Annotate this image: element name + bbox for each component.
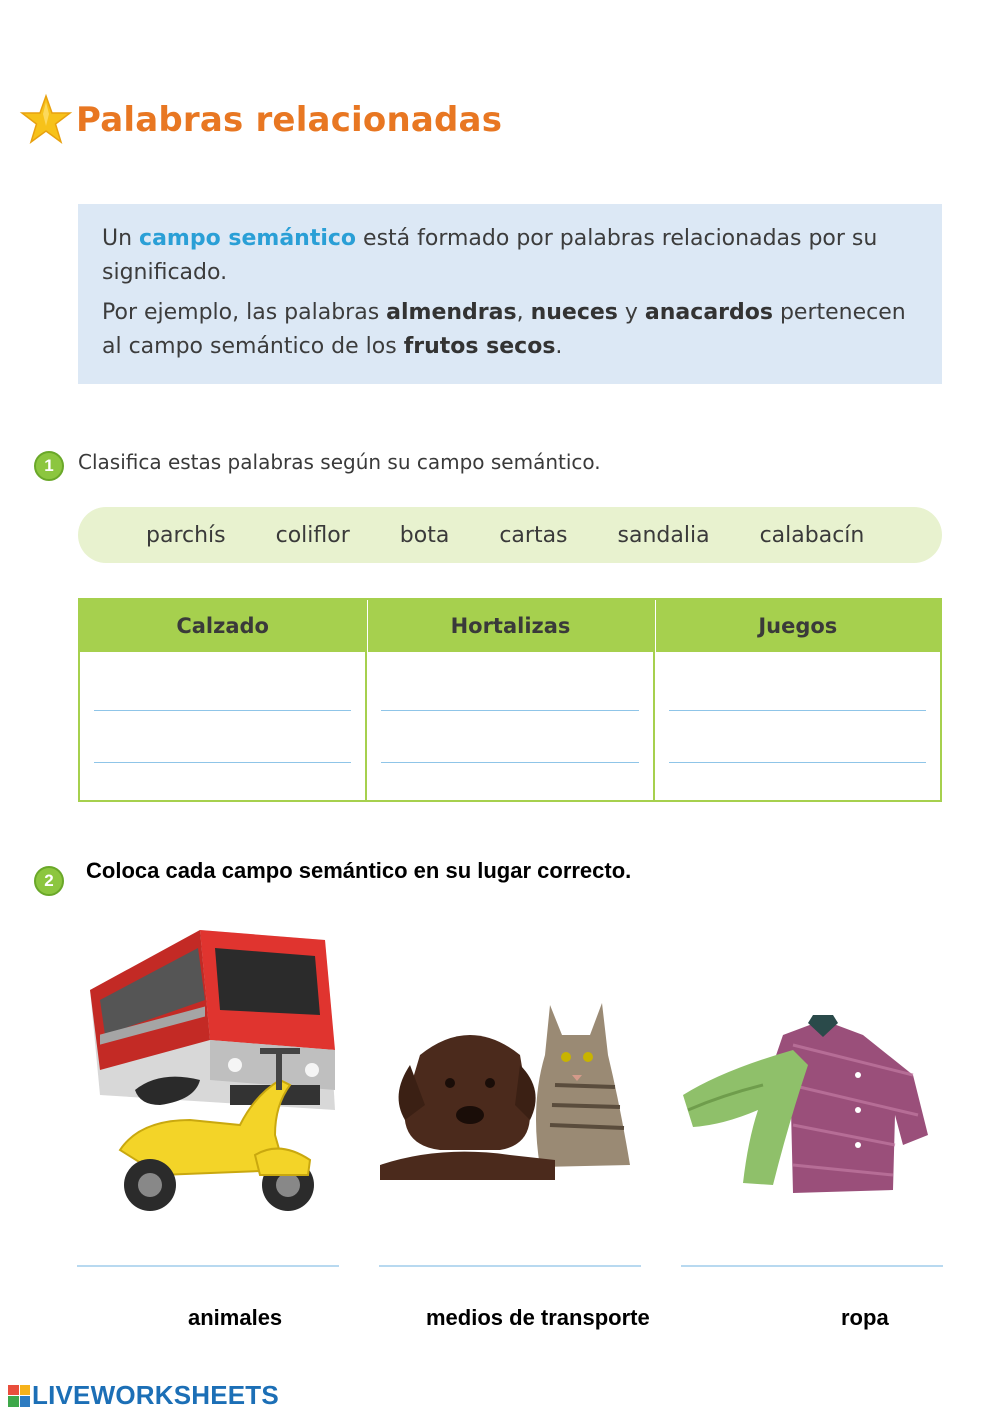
answer-line[interactable] [381,762,638,763]
keyword-campo-semantico: campo semántico [139,226,357,251]
column-answer-area[interactable] [80,652,365,800]
label-medios-de-transporte[interactable]: medios de transporte [426,1305,650,1330]
word-chip: bota [399,522,450,548]
word-chip: sandalia [617,522,710,548]
answer-line[interactable] [94,710,351,711]
definition-box [78,204,942,384]
pants-icon [683,1050,808,1185]
star-icon [18,92,74,148]
exercise-2-instruction: Coloca cada campo semántico en su lugar correcto. [86,858,632,883]
liveworksheets-logo-icon [8,1385,30,1407]
column-header: Juegos [655,600,940,652]
clothes-image [683,1015,933,1200]
exercise-2-badge: 2 [34,866,64,896]
animals-image [380,995,640,1185]
word-chip: parchís [146,522,226,548]
exercise-1-instruction: Clasifica estas palabras según su campo semántico. [78,450,601,474]
footer-brand [8,1380,279,1411]
answer-line[interactable] [94,762,351,763]
column-answer-area[interactable] [655,652,940,800]
column-juegos [653,598,942,802]
page-header [18,92,502,148]
word-chip: cartas [499,522,568,548]
exercise-1-badge: 1 [34,451,64,481]
word-chip: coliflor [275,522,350,548]
answer-line-1[interactable] [77,1265,339,1267]
cat-icon [536,1003,630,1167]
answer-line[interactable] [669,710,926,711]
word-chip: calabacín [759,522,865,548]
label-ropa[interactable]: ropa [841,1305,889,1330]
classification-table [78,598,942,802]
column-calzado [78,598,365,802]
definition-text: Un campo semántico está formado por palabras relacionadas por su significado. [102,226,878,285]
example-text: Por ejemplo, las palabras almendras, nueces y anacardos pertenecen al campo semántico de los frutos secos. [102,300,906,359]
column-hortalizas [365,598,652,802]
column-header: Hortalizas [367,600,652,652]
column-answer-area[interactable] [367,652,652,800]
answer-line[interactable] [669,762,926,763]
word-bank [78,507,942,563]
brand-name: LIVEWORKSHEETS [32,1380,279,1410]
dog-icon [380,1035,555,1180]
answer-line-2[interactable] [379,1265,641,1267]
column-header: Calzado [80,600,365,652]
transport-image [80,920,350,1220]
answer-line[interactable] [381,710,638,711]
answer-line-3[interactable] [681,1265,943,1267]
page-title: Palabras relacionadas [76,100,503,140]
label-animales[interactable]: animales [188,1305,283,1330]
train-icon [90,930,335,1110]
